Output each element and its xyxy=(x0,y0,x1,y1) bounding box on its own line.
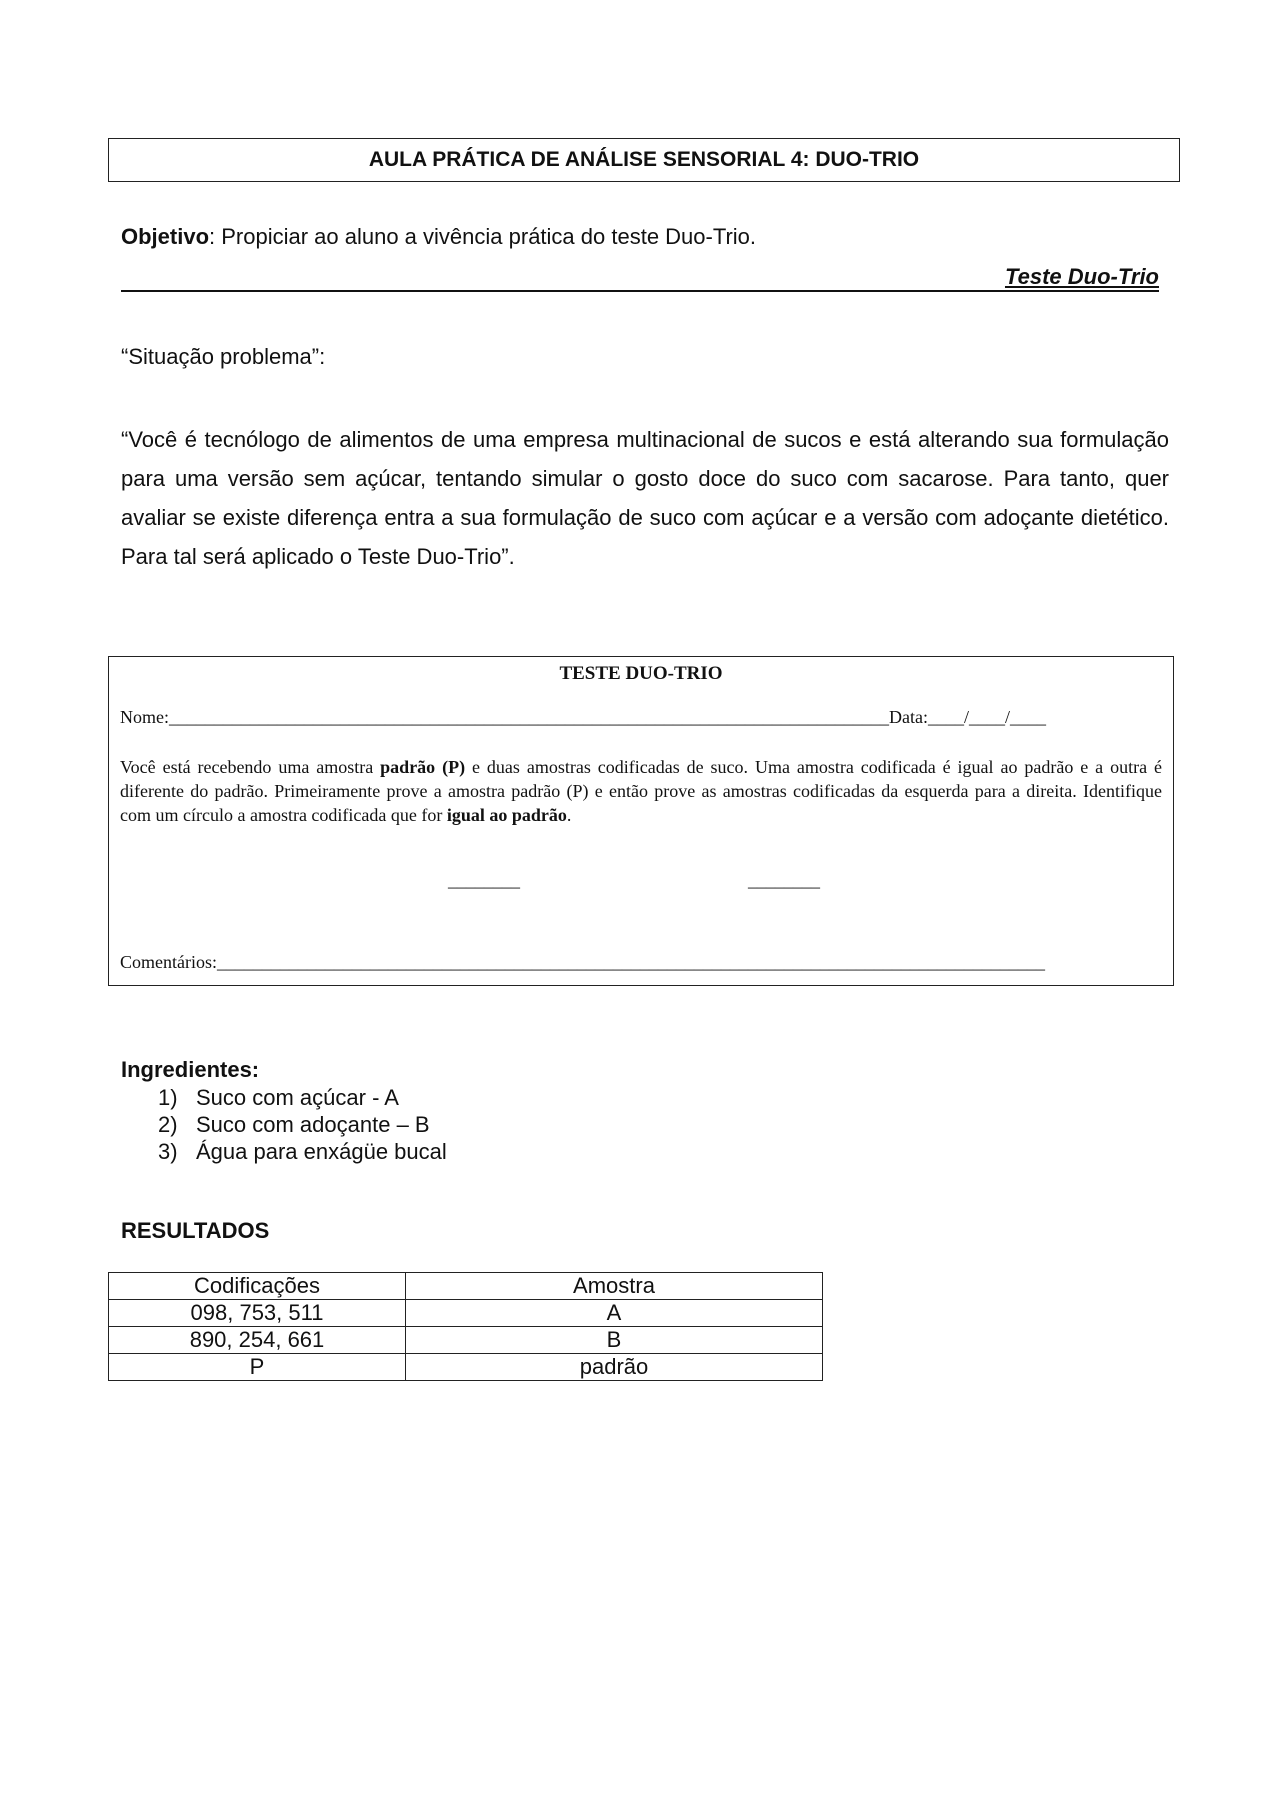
objective-paragraph xyxy=(121,224,756,250)
list-item-text: Suco com açúcar - A xyxy=(196,1085,399,1110)
situation-heading: “Situação problema”: xyxy=(121,344,326,369)
table-row xyxy=(109,1300,823,1327)
results-table xyxy=(108,1272,823,1381)
list-item-number: 1) xyxy=(158,1085,178,1110)
ingredients-list xyxy=(158,1084,447,1165)
table-cell-sample: B xyxy=(406,1327,823,1354)
page-title-text: AULA PRÁTICA DE ANÁLISE SENSORIAL 4: DUO-TRIO xyxy=(368,148,920,171)
form-name-date-line: Nome:________________________________________________________________________________Data:____/____/____ xyxy=(120,707,1046,727)
subject-rule xyxy=(121,264,1159,292)
list-item-number: 3) xyxy=(158,1139,178,1164)
list-item xyxy=(158,1084,447,1111)
form-instr-part-1: Você está recebendo uma amostra xyxy=(120,757,381,777)
list-item xyxy=(158,1111,447,1138)
table-header-row xyxy=(109,1273,823,1300)
table-cell-sample: A xyxy=(406,1300,823,1327)
form-instr-part-3: . xyxy=(566,805,572,825)
form-instr-bold-2: igual ao padrão xyxy=(446,805,567,825)
table-row xyxy=(109,1354,823,1381)
table-cell-codes: 098, 753, 511 xyxy=(109,1300,406,1327)
objective-label: Objetivo xyxy=(121,224,210,249)
situation-text: “Você é tecnólogo de alimentos de uma empresa multinacional de sucos e está alterando sua formulação para uma versão sem açúcar, tentando simular o gosto doce do suco com sacarose. Para tanto, quer avaliar se existe diferença entra a sua formulação de suco com açúcar e a versão com adoçante dietético. Para tal será aplicado o Teste Duo-Trio”. xyxy=(121,427,1169,569)
form-comments-line: Comentários:____________________________________________________________________________________________ xyxy=(120,952,1045,972)
table-cell-codes: P xyxy=(109,1354,406,1381)
sample-blank-2: ________ xyxy=(748,870,820,890)
form-instructions xyxy=(120,755,1162,827)
objective-text: : Propiciar ao aluno a vivência prática do teste Duo-Trio. xyxy=(209,224,757,249)
list-item-text: Água para enxágüe bucal xyxy=(196,1139,447,1164)
subject-label: Teste Duo-Trio xyxy=(1004,264,1159,289)
results-title: RESULTADOS xyxy=(121,1218,270,1243)
ingredients-title: Ingredientes: xyxy=(121,1057,260,1082)
duo-trio-form xyxy=(108,656,1174,986)
table-row xyxy=(109,1327,823,1354)
column-header-sample: Amostra xyxy=(406,1273,823,1300)
list-item xyxy=(158,1138,447,1165)
page-title xyxy=(108,138,1180,182)
form-instr-part-2: e duas amostras codificadas de suco. Uma amostra codificada é igual ao padrão e a outra é diferente do padrão. Primeiramente prove a amostra padrão (P) e então prove as amostras codificadas da esquerda para a direita. Identifique com um círculo a amostra codificada que for xyxy=(120,757,1162,825)
list-item-number: 2) xyxy=(158,1112,178,1137)
list-item-text: Suco com adoçante – B xyxy=(196,1112,430,1137)
form-title: TESTE DUO-TRIO xyxy=(559,663,723,684)
table-cell-codes: 890, 254, 661 xyxy=(109,1327,406,1354)
form-instr-bold-1: padrão (P) xyxy=(380,757,466,777)
sample-blank-1: ________ xyxy=(448,870,520,890)
table-cell-sample: padrão xyxy=(406,1354,823,1381)
column-header-codes: Codificações xyxy=(109,1273,406,1300)
